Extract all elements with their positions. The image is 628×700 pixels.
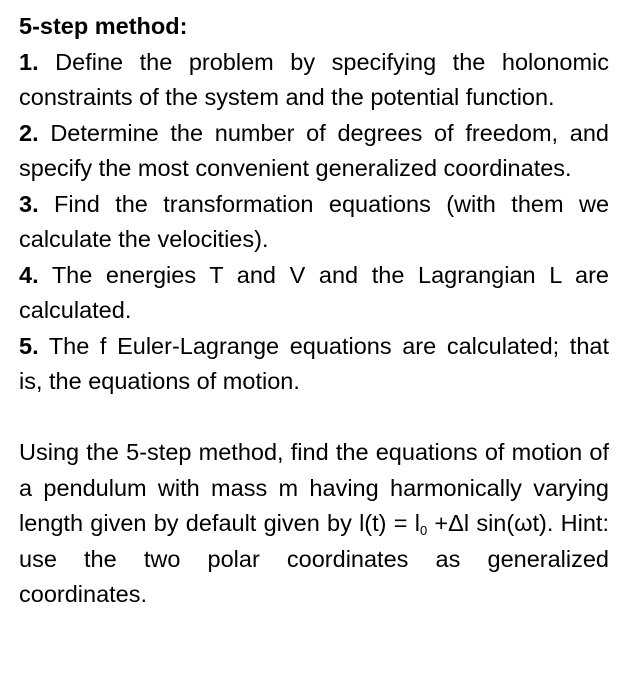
step-2 <box>19 116 609 187</box>
step-2-text: Determine the number of degrees of freedom, and specify the most convenient generalized coordinates. <box>19 119 609 181</box>
problem-text-before: Using the 5-step method, find the equations of motion of a pendulum with mass m having harmonically varying length given by default given by l(t) = l <box>19 439 609 536</box>
step-2-number: 2. <box>19 119 39 146</box>
step-3 <box>19 187 609 258</box>
paragraph-gap <box>19 400 609 436</box>
step-4-number: 4. <box>19 261 39 288</box>
document-body <box>19 9 609 613</box>
step-1-number: 1. <box>19 48 39 75</box>
problem-statement <box>19 435 609 613</box>
step-4-text: The energies T and V and the Lagrangian L are calculated. <box>19 261 610 323</box>
step-5 <box>19 329 609 400</box>
step-1 <box>19 45 609 116</box>
step-5-number: 5. <box>19 332 39 359</box>
step-1-text: Define the problem by specifying the holonomic constraints of the system and the potential function. <box>19 48 609 110</box>
step-3-text: Find the transformation equations (with them we calculate the velocities). <box>19 190 610 252</box>
step-3-number: 3. <box>19 190 39 217</box>
step-4 <box>19 258 609 329</box>
step-5-text: The f Euler-Lagrange equations are calculated; that is, the equations of motion. <box>19 332 609 394</box>
problem-subscript: 0 <box>419 523 428 538</box>
method-heading: 5-step method: <box>19 13 188 39</box>
problem-text-after: +Δl sin(ωt). Hint: use the two polar coordinates as generalized coordinates. <box>19 510 609 607</box>
